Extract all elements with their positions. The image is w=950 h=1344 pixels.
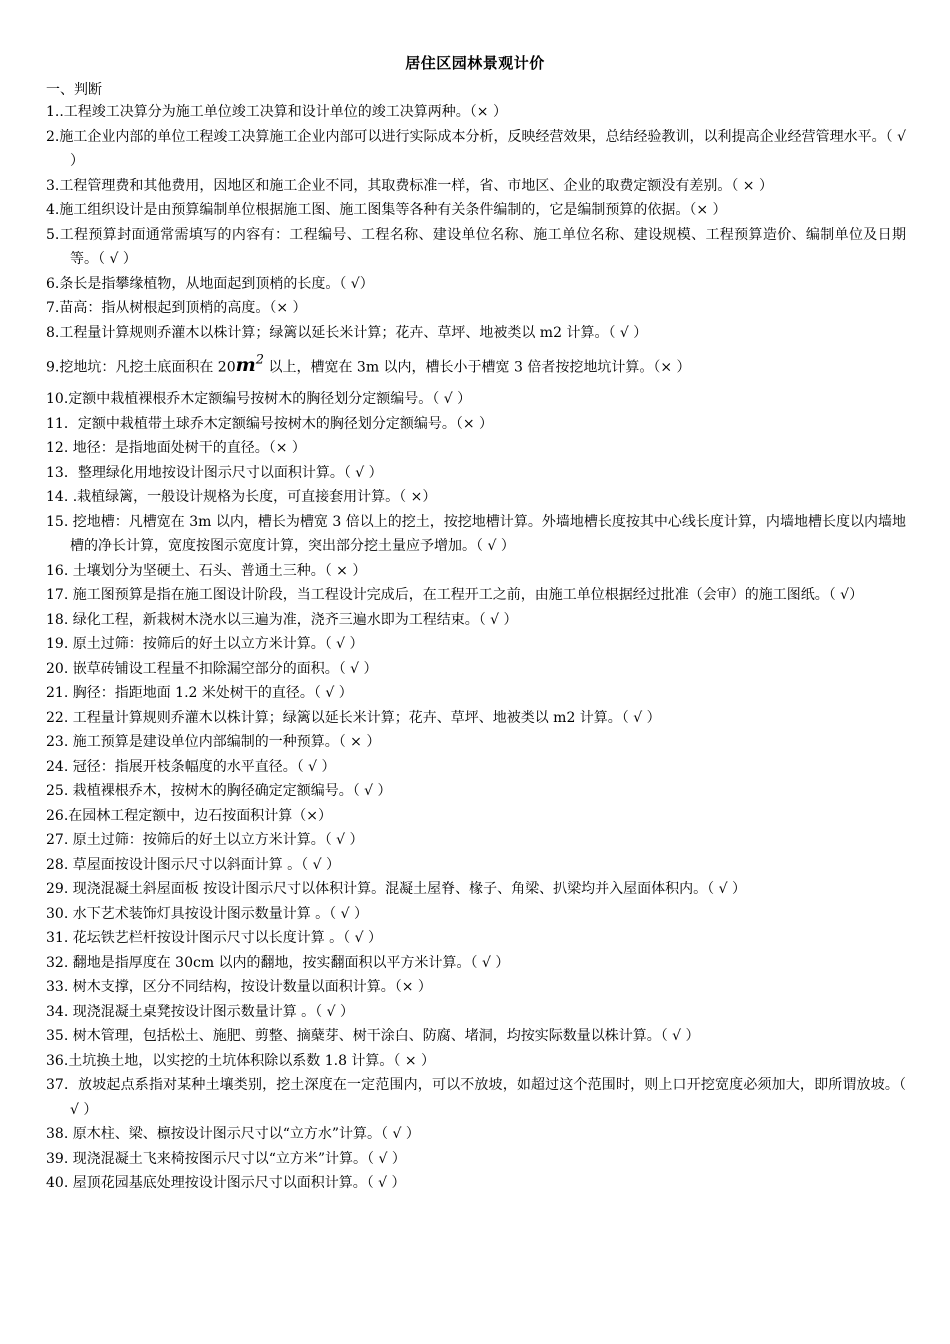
list-item: 16. 土壤划分为坚硬土、石头、普通土三种。（ × ） [46,562,367,579]
list-item: 32. 翻地是指厚度在 30cm 以内的翻地，按实翻面积以平方米计算。（ √ ） [46,954,510,971]
list-item: 5.工程预算封面通常需填写的内容有：工程编号、工程名称、建设单位名称、施工单位名称、建设规模、工程预算造价、编制单位及日期等。（ √ ） [46,226,906,267]
list-item: 39. 现浇混凝土飞来椅按图示尺寸以“立方米”计算。（ √ ） [46,1150,406,1167]
math-variable: m [235,354,256,377]
list-item: 19. 原土过筛：按筛后的好土以立方米计算。（ √ ） [46,636,364,653]
list-item: 10.定额中栽植裸根乔木定额编号按树木的胸径划分定额编号。（ √ ） [46,391,472,408]
list-item: 40. 屋顶花园基底处理按设计图示尺寸以面积计算。（ √ ） [46,1175,406,1192]
list-item: 14. .栽植绿篱，一般设计规格为长度，可直接套用计算。（ ×） [46,489,437,506]
list-item: 36.土坑换土地，以实挖的土坑体积除以系数 1.8 计算。（ × ） [46,1052,436,1069]
list-item: 20. 嵌草砖铺设工程量不扣除漏空部分的面积。（ √ ） [46,660,378,677]
list-item: 29. 现浇混凝土斜屋面板 按设计图示尺寸以体积计算。混凝土屋脊、椽子、角梁、扒梁均并入屋面体积内。（ √ ） [46,881,746,898]
list-item: 13．整理绿化用地按设计图示尺寸以面积计算。（ √ ） [46,464,383,481]
list-item: 6.条长是指攀缘植物，从地面起到顶梢的长度。（ √） [46,275,374,292]
list-item: 34. 现浇混凝土桌凳按设计图示数量计算 。（ √ ） [46,1003,354,1020]
list-item: 25. 栽植裸根乔木，按树木的胸径确定定额编号。（ √ ） [46,783,392,800]
document-title: 居住区园林景观计价 [405,54,545,72]
list-item [46,347,906,381]
list-item: 12. 地径：是指地面处树干的直径。（× ） [46,440,306,457]
list-item: 11．定额中栽植带土球乔木定额编号按树木的胸径划分定额编号。（× ） [46,415,493,432]
list-item: 30. 水下艺术装饰灯具按设计图示数量计算 。（ √ ） [46,905,368,922]
math-m-squared [236,354,264,376]
question-list [46,100,906,1196]
list-item: 7.苗高：指从树根起到顶梢的高度。（× ） [46,300,307,316]
list-item: 2.施工企业内部的单位工程竣工决算施工企业内部可以进行实际成本分析，反映经营效果，总结经验教训，以利提高企业经营管理水平。（ √ ） [46,128,906,169]
list-item: 26.在园林工程定额中，边石按面积计算（×） [46,807,332,824]
list-item: 24. 冠径：指展开枝条幅度的水平直径。（ √ ） [46,758,336,775]
list-item: 4.施工组织设计是由预算编制单位根据施工图、施工图集等各种有关条件编制的，它是编制预算的依据。（× ） [46,202,727,218]
list-item: 35. 树木管理，包括松土、施肥、剪整、摘蘖芽、树干涂白、防腐、堵洞，均按实际数量以株计算。（ √ ） [46,1028,700,1045]
list-item: 8.工程量计算规则乔灌木以株计算；绿篱以延长米计算；花卉、草坪、地被类以 m2 计算。（ √ ） [46,324,648,341]
list-item: 22. 工程量计算规则乔灌木以株计算；绿篱以延长米计算；花卉、草坪、地被类以 m2 计算。（ √ ） [46,709,661,726]
list-item: 38. 原木柱、梁、檩按设计图示尺寸以“立方水”计算。（ √ ） [46,1126,420,1143]
item-text-part: 9.挖地坑：凡挖土底面积在 20 [46,359,236,376]
list-item: 23. 施工预算是建设单位内部编制的一种预算。（ × ） [46,734,381,751]
list-item: 31. 花坛铁艺栏杆按设计图示尺寸以长度计算 。（ √ ） [46,930,382,947]
list-item: 1..工程竣工决算分为施工单位竣工决算和设计单位的竣工决算两种。（× ） [46,104,507,120]
section-heading: 一、判断 [46,82,102,98]
list-item: 21. 胸径：指距地面 1.2 米处树干的直径。（ √ ） [46,685,353,702]
list-item: 3.工程管理费和其他费用，因地区和施工企业不同，其取费标准一样，省、市地区、企业的取费定额没有差别。（ × ） [46,177,773,194]
list-item: 27. 原土过筛：按筛后的好土以立方米计算。（ √ ） [46,832,364,849]
list-item: 15. 挖地槽：凡槽宽在 3m 以内，槽长为槽宽 3 倍以上的挖土，按挖地槽计算。外墙地槽长度按其中心线长度计算，内墙地槽长度以内墙地槽的净长计算，宽度按图示宽度计算，突出部分挖土量应予增加。（ √ ） [46,513,906,555]
list-item: 17. 施工图预算是指在施工图设计阶段，当工程设计完成后，在工程开工之前，由施工单位根据经过批准（会审）的施工图纸。（ √） [46,587,864,604]
list-item: 18. 绿化工程，新栽树木浇水以三遍为准，浇齐三遍水即为工程结束。（ √ ） [46,611,518,628]
math-exponent: 2 [255,353,265,368]
list-item: 28. 草屋面按设计图示尺寸以斜面计算 。（ √ ） [46,856,340,873]
list-item: 37．放坡起点系指对某种土壤类别，挖土深度在一定范围内，可以不放坡，如超过这个范围时，则上口开挖宽度必须加大，即所谓放坡。（ √ ） [46,1077,906,1118]
item-text-part: 以上，槽宽在 3m 以内，槽长小于槽宽 3 倍者按挖地坑计算。（× ） [264,359,691,376]
list-item: 33. 树木支撑，区分不同结构，按设计数量以面积计算。（× ） [46,979,432,996]
